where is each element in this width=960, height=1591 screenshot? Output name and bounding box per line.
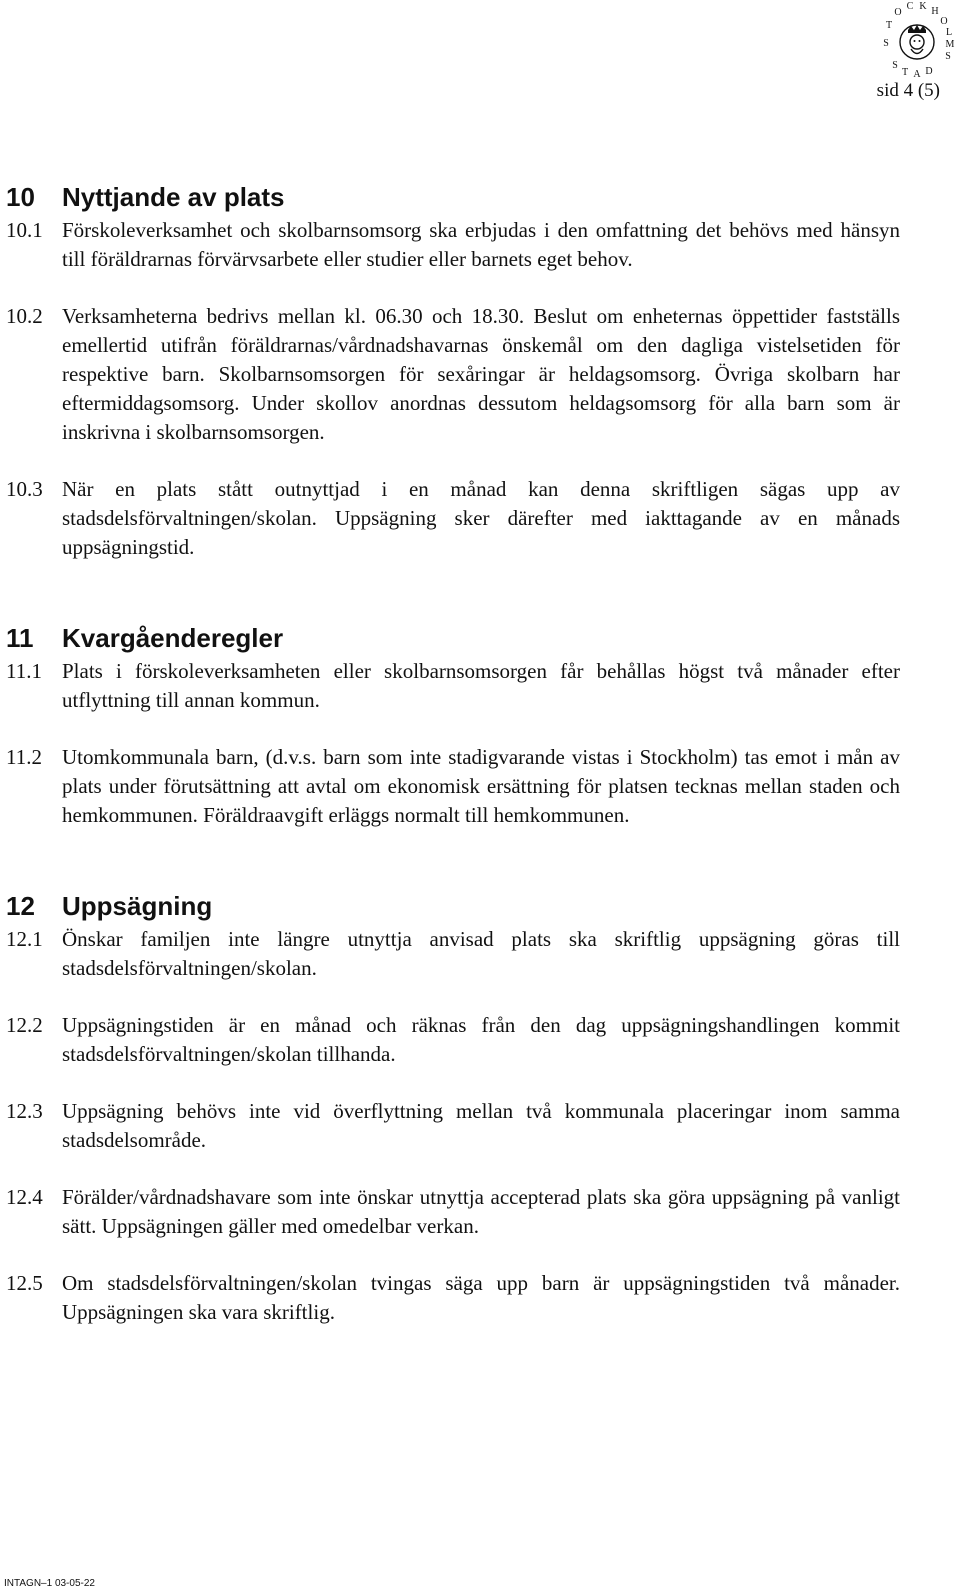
svg-text:S: S	[883, 38, 889, 49]
paragraph	[6, 475, 900, 562]
svg-text:O: O	[940, 16, 948, 27]
section-gap	[6, 858, 900, 887]
section-gap	[6, 590, 900, 619]
document-body	[6, 178, 900, 1355]
paragraph	[6, 1269, 900, 1327]
paragraph-number: 12.2	[6, 1013, 43, 1037]
paragraph	[6, 925, 900, 983]
paragraph-number: 11.1	[6, 659, 42, 683]
paragraph	[6, 302, 900, 447]
paragraph-number: 12.5	[6, 1271, 43, 1295]
svg-text:L: L	[945, 27, 953, 38]
paragraph-number: 12.4	[6, 1185, 43, 1209]
footer-form-code: INTAGN–1 03-05-22	[4, 1578, 95, 1589]
paragraph-text: Uppsägningstiden är en månad och räknas från den dag uppsägningshandlingen kommit stadsdelsförvaltningen/skolan tillhanda.	[62, 1013, 900, 1066]
svg-text:T: T	[901, 67, 909, 78]
paragraph-text: När en plats stått outnyttjad i en månad kan denna skriftligen sägas upp av stadsdelsförvaltningen/skolan. Uppsägning sker därefter med iakttagande av en månads uppsägningstid.	[62, 477, 900, 559]
paragraph-text: Förälder/vårdnadshavare som inte önskar utnyttja accepterad plats ska göra uppsägning på vanligt sätt. Uppsägningen gäller med omedelbar verkan.	[62, 1185, 900, 1238]
section-heading	[6, 178, 900, 216]
section-heading	[6, 619, 900, 657]
paragraph-text: Plats i förskoleverksamheten eller skolbarnsomsorgen får behållas högst två månader efter utflyttning till annan kommun.	[62, 659, 900, 712]
paragraph-number: 11.2	[6, 745, 42, 769]
paragraph	[6, 216, 900, 274]
section-heading	[6, 887, 900, 925]
section-number: 11	[6, 623, 34, 653]
paragraph-text: Önskar familjen inte längre utnyttja anvisad plats ska skriftlig uppsägning göras till stadsdelsförvaltningen/skolan.	[62, 927, 900, 980]
svg-text:A: A	[913, 69, 921, 80]
paragraph	[6, 1011, 900, 1069]
paragraph	[6, 1183, 900, 1241]
paragraph	[6, 1097, 900, 1155]
svg-text:T: T	[885, 20, 893, 31]
section-number: 10	[6, 182, 35, 212]
paragraph-number: 12.3	[6, 1099, 43, 1123]
paragraph-number: 12.1	[6, 927, 43, 951]
section-number: 12	[6, 891, 35, 921]
svg-text:D: D	[925, 66, 933, 77]
svg-text:K: K	[919, 2, 927, 12]
svg-text:O: O	[894, 7, 902, 18]
paragraph	[6, 743, 900, 830]
svg-text:H: H	[931, 6, 939, 17]
paragraph-number: 10.2	[6, 304, 43, 328]
stockholms-stad-logo	[877, 2, 957, 82]
section-title: Uppsägning	[62, 891, 213, 921]
section-title: Nyttjande av plats	[62, 182, 285, 212]
svg-text:C: C	[906, 2, 914, 12]
paragraph-text: Om stadsdelsförvaltningen/skolan tvingas säga upp barn är uppsägningstiden två månader. Uppsägningen ska vara skriftlig.	[62, 1271, 900, 1324]
paragraph	[6, 657, 900, 715]
svg-text:M: M	[945, 39, 955, 50]
svg-text:S: S	[892, 60, 898, 71]
svg-text:S: S	[945, 51, 951, 62]
paragraph-text: Förskoleverksamhet och skolbarnsomsorg ska erbjudas i den omfattning det behövs med hänsyn till föräldrarnas förvärvsarbete eller studier eller barnets eget behov.	[62, 218, 900, 271]
page-number: sid 4 (5)	[876, 80, 940, 101]
paragraph-number: 10.1	[6, 218, 43, 242]
section-title: Kvargåenderegler	[62, 623, 284, 653]
paragraph-number: 10.3	[6, 477, 43, 501]
paragraph-text: Uppsägning behövs inte vid överflyttning mellan två kommunala placeringar inom samma stadsdelsområde.	[62, 1099, 900, 1152]
paragraph-text: Utomkommunala barn, (d.v.s. barn som inte stadigvarande vistas i Stockholm) tas emot i mån av plats under förutsättning att avtal om ekonomisk ersättning för platsen tecknas mellan staden och hemkommunen. Föräldraavgift erläggs normalt till hemkommunen.	[62, 745, 900, 827]
paragraph-text: Verksamheterna bedrivs mellan kl. 06.30 och 18.30. Beslut om enheternas öppettider fastställs emellertid utifrån föräldrarnas/vårdnadshavarnas önskemål om den dagliga vistelsetiden för respektive barn. Skolbarnsomsorgen för sexåringar är heldagsomsorg. Övriga skolbarn har eftermiddagsomsorg. Under skollov anordnas dessutom heldagsomsorg för alla barn som är inskrivna i skolbarnsomsorgen.	[62, 304, 900, 444]
